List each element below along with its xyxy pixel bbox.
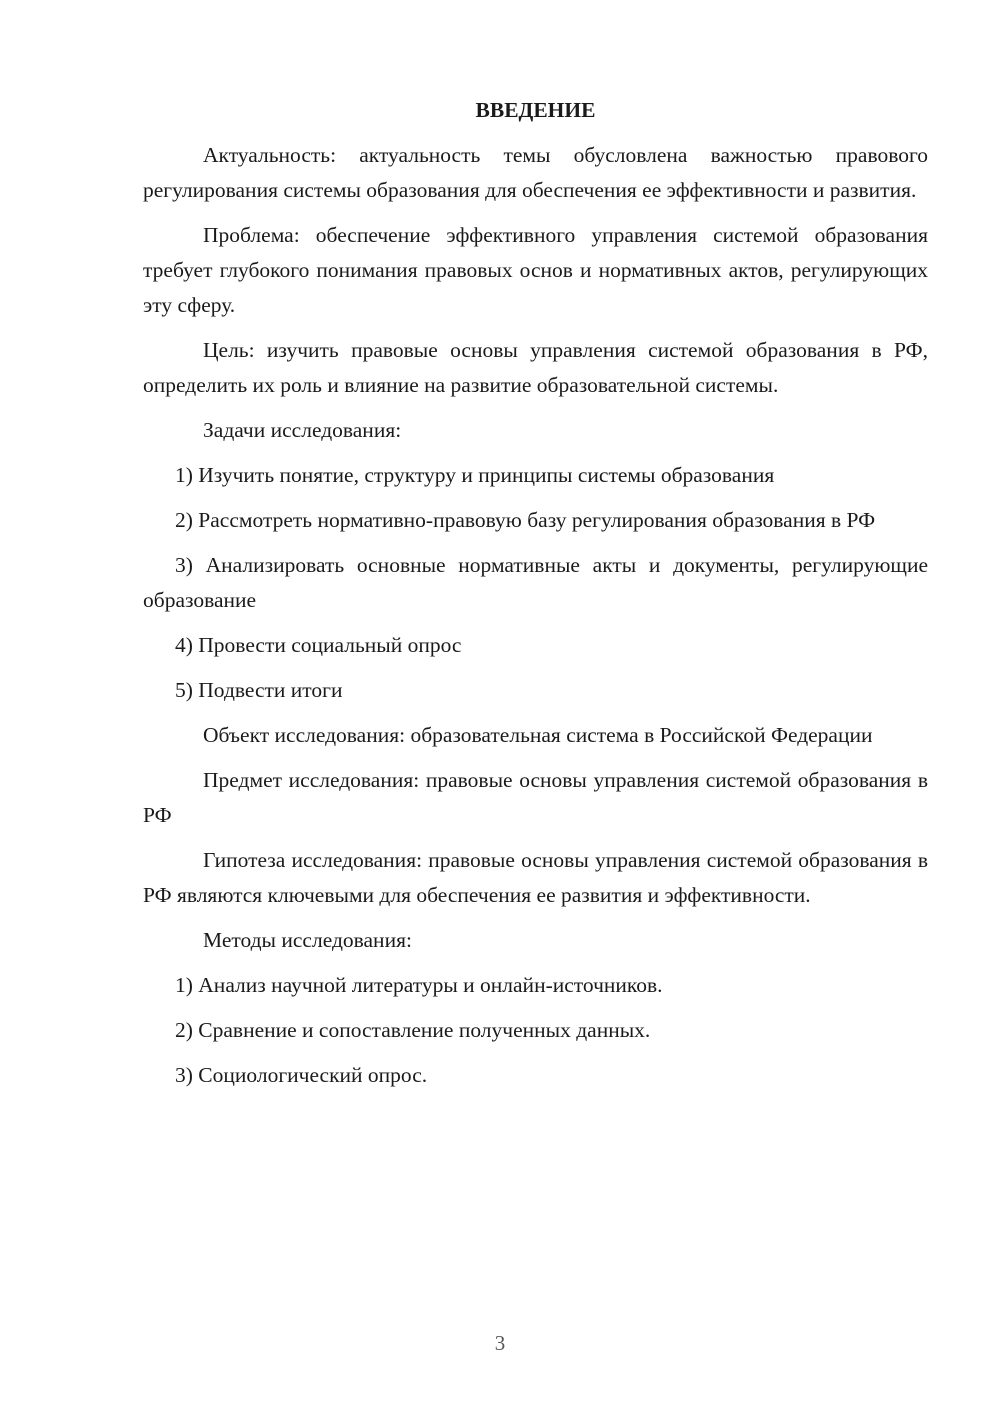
list-item: 1) Анализ научной литературы и онлайн-источников. [175, 973, 663, 997]
list-item: 3) Социологический опрос. [175, 1063, 428, 1087]
paragraph-goal: Цель: изучить правовые основы управления системой образования в РФ, определить их роль и влияние на развитие образовательной системы. [143, 338, 928, 397]
list-item: 5) Подвести итоги [175, 678, 343, 702]
paragraph-relevance: Актуальность: актуальность темы обусловлена важностью правового регулирования системы образования для обеспечения ее эффективности и развития. [143, 143, 928, 202]
section-title: ВВЕДЕНИЕ [475, 98, 596, 122]
paragraph-methods-heading: Методы исследования: [203, 928, 412, 952]
paragraph-hypothesis: Гипотеза исследования: правовые основы управления системой образования в РФ являются ключевыми для обеспечения ее развития и эффективности. [143, 848, 928, 907]
list-item: 2) Рассмотреть нормативно-правовую базу регулирования образования в РФ [175, 508, 876, 532]
document-page [143, 93, 928, 1103]
paragraph-subject: Предмет исследования: правовые основы управления системой образования в РФ [143, 768, 928, 827]
list-item: 3) Анализировать основные нормативные акты и документы, регулирующие образование [143, 553, 928, 612]
paragraph-object: Объект исследования: образовательная система в Российской Федерации [203, 723, 873, 747]
paragraph-tasks-heading: Задачи исследования: [203, 418, 402, 442]
list-item: 2) Сравнение и сопоставление полученных данных. [175, 1018, 651, 1042]
page-number: 3 [494, 1331, 506, 1355]
paragraph-problem: Проблема: обеспечение эффективного управления системой образования требует глубокого понимания правовых основ и нормативных актов, регулирующих эту сферу. [143, 223, 928, 317]
list-item: 4) Провести социальный опрос [175, 633, 462, 657]
list-item: 1) Изучить понятие, структуру и принципы системы образования [175, 463, 775, 487]
